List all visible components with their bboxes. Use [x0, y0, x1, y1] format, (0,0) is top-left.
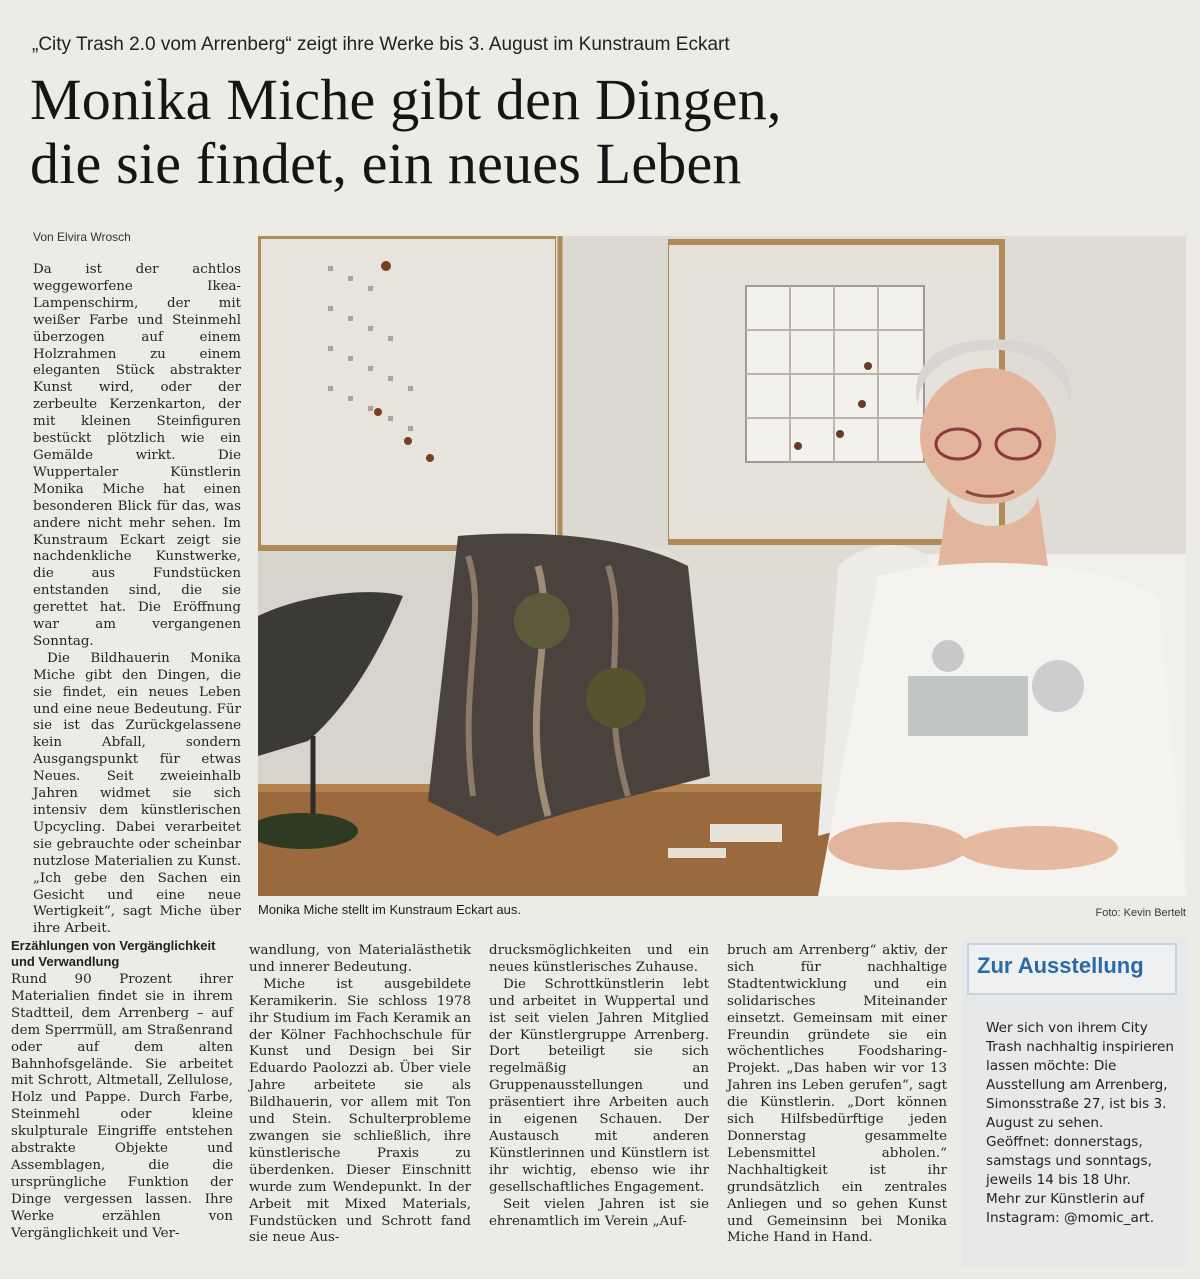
info-box-title: Zur Ausstellung — [967, 943, 1177, 995]
body-column-4 — [727, 943, 947, 1263]
column-3-paragraph-3: Seit vielen Jahren ist sie ehrenamtlich im Verein „Auf- — [489, 1196, 709, 1229]
info-box-body — [986, 1019, 1182, 1228]
intro-paragraph-2: Die Bildhauerin Monika Miche gibt den Dingen, die sie findet, ein neues Leben und eine neue Bedeutung. Für sie ist das Zurückgelassene kein Abfall, sondern Ausgangspunkt für etwas Neues. Seit zweieinhalb Jahren widmet sie sich intensiv dem künstlerischen Upcycling. Dabei verarbeitet sie gebrauchte oder scheinbar nutzlose Materialien zu Kunst. „Ich gebe den Sachen ein Gesicht und eine neue Wertigkeit“, sagt Miche über ihre Arbeit. — [33, 650, 241, 937]
subheading: Erzählungen von Vergänglichkeit und Verwandlung — [11, 938, 216, 969]
article-kicker: „City Trash 2.0 vom Arrenberg“ zeigt ihre Werke bis 3. August im Kunstraum Eckart — [32, 34, 730, 55]
photo-credit: Foto: Kevin Bertelt — [1095, 907, 1186, 919]
exhibition-info-box — [962, 939, 1188, 1267]
column-3-paragraph-1: drucksmöglichkeiten und ein neues künstlerisches Zuhause. — [489, 943, 709, 975]
column-3-paragraph-2: Die Schrottkünstlerin lebt und arbeitet in Wuppertal und ist seit vielen Jahren Mitglied der Künstlergruppe Arrenberg. Dort beteiligt sie sich regelmäßig an Gruppenausstellungen und präsentiert ihre Arbeiten auch in eigenen Schauen. Der Austausch mit anderen Künstlerinnen und Künstlern ist ihr wichtig, ebenso wie ihr gesellschaftliches Engagement. — [489, 976, 709, 1195]
body-column-3 — [489, 943, 709, 1263]
info-box-paragraph-2: Geöffnet: donnerstags, samstags und sonntags, jeweils 14 bis 18 Uhr. — [986, 1134, 1152, 1188]
headline-line-1: Monika Miche gibt den Dingen, — [30, 67, 782, 132]
body-column-1 — [11, 938, 233, 1268]
column-2-paragraph-1: wandlung, von Materialästhetik und innerer Bedeutung. — [249, 943, 471, 975]
info-box-paragraph-3: Mehr zur Künstlerin auf Instagram: @momic_art. — [986, 1191, 1155, 1226]
column-4-text: bruch am Arrenberg“ aktiv, der sich für nachhaltige Stadtentwicklung und ein solidarisches Miteinander einsetzt. Gemeinsam mit einer Freundin gründete sie ein wöchentliches Foodsharing-Projekt. „Das haben wir vor 13 Jahren ins Leben gerufen“, sagt die Künstlerin. „Dort können sich Hilfsbedürftige jeden Donnerstag gesammelte Lebensmittel abholen.“ Nachhaltigkeit ist ihr grundsätzlich ein zentrales Anliegen und so gehen Kunst und Gemeinsinn bei Monika Miche Hand in Hand. — [727, 943, 947, 1246]
body-column-2 — [249, 943, 471, 1263]
column-1-text: Rund 90 Prozent ihrer Materialien findet sie in ihrem Stadtteil, dem Arrenberg – auf dem Sperrmüll, am Straßenrand oder auf dem alten Bahnhofsgelände. Sie arbeitet mit Schrott, Altmetall, Zellulose, Holz und Pappe. Durch Farbe, Steinmehl oder kleine skulpturale Eingriffe entstehen abstrakte Objekte und Assemblagen, die die ursprüngliche Funktion der Dinge vergessen lassen. Ihre Werke erzählen von Vergänglichkeit und Ver- — [11, 972, 233, 1241]
column-2-paragraph-2: Miche ist ausgebildete Keramikerin. Sie schloss 1978 ihr Studium im Fach Keramik an der Kölner Fachhochschule für Kunst und Design bei Sir Eduardo Paolozzi ab. Über viele Jahre arbeitete sie als Bildhauerin, vor allem mit Ton und Stein. Schulterprobleme zwangen sie schließlich, ihre künstlerische Praxis zu überdenken. Dieser Einschnitt wurde zum Wendepunkt. In der Arbeit mit Mixed Materials, Fundstücken und Schrott fand sie neue Aus- — [249, 976, 471, 1246]
byline: Von Elvira Wrosch — [33, 230, 131, 244]
article-photo — [258, 236, 1186, 896]
article-headline — [30, 68, 1170, 196]
intro-column — [33, 262, 241, 937]
photo-caption: Monika Miche stellt im Kunstraum Eckart aus. — [258, 902, 521, 917]
headline-line-2: die sie findet, ein neues Leben — [30, 131, 742, 196]
intro-paragraph-1: Da ist der achtlos weggeworfene Ikea-Lampenschirm, der mit weißer Farbe und Steinmehl überzogen auf einem Holzrahmen zu einem eleganten Stück abstrakter Kunst wird, oder der zerbeulte Kerzenkarton, der mit kleinen Steinfiguren bestückt plötzlich wie ein Gemälde wirkt. Die Wuppertaler Künstlerin Monika Miche hat einen besonderen Blick für das, was andere nicht mehr sehen. Im Kunstraum Eckart zeigt sie nachdenkliche Kunstwerke, die aus Fundstücken entstanden sind, die sie gerettet hat. Die Eröffnung war am vergangenen Sonntag. — [33, 262, 241, 649]
info-box-paragraph-1: Wer sich von ihrem City Trash nachhaltig inspirieren lassen möchte: Die Ausstellung am Arrenberg, Simonsstraße 27, ist bis 3. August zu sehen. — [986, 1020, 1174, 1131]
